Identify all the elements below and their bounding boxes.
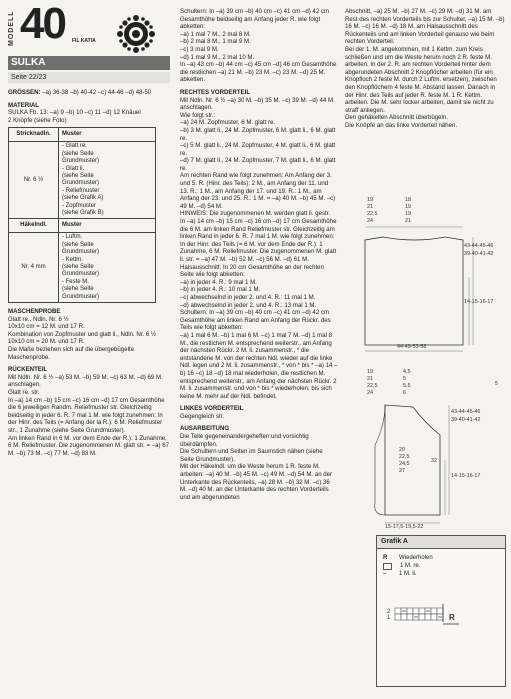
table-header: Häkelndl.: [9, 219, 59, 233]
right-front-heading: RECHTES VORDERTEIL: [180, 88, 251, 96]
table-cell: [58, 142, 155, 219]
dim-label: 19: [405, 211, 411, 217]
pattern-line: (siehe Grafik B): [61, 210, 104, 217]
shoulder-line: –a) 1 mal 7 M., 2 mal 8 M.: [180, 30, 251, 38]
table-header: Stricknadln.: [9, 128, 59, 142]
knit-symbol-icon: [383, 563, 392, 570]
chart-a-panel: [376, 535, 506, 687]
page-reference: Seite 22/23: [8, 72, 170, 83]
finishing-line: Die Schultern und Seiten im Saumstich nähen (siehe Seite Grundmuster).: [180, 448, 323, 463]
dim-label: 24: [367, 390, 373, 396]
left-front-heading: LINKES VORDERTEIL: [180, 405, 244, 413]
right-front-line: Mit Ndln. Nr. 6 ½ –a) 30 M. –b) 35 M. –c) 39 M. –d) 44 M. anschlagen.: [180, 96, 335, 112]
brand-logo-icon: [116, 14, 156, 54]
left-front-line: Gegengleich str.: [180, 412, 225, 420]
right-front-line: Halsausschnitt: In 20 cm Gesamthöhe an der rechten Seite wie folgt abketten:: [180, 263, 324, 279]
shoulder-line: Schultern: In –a) 39 cm –b) 40 cm –c) 41 cm –d) 42 cm Gesamthöhe beidseitig am Anfang jeder R. wie folgt abketten:: [180, 8, 330, 31]
pattern-line: Grundmuster): [61, 293, 99, 300]
pattern-line: - Glatt re.: [61, 143, 87, 150]
dim-label: 21: [367, 204, 373, 210]
modell-label: MODELL: [8, 10, 15, 46]
right-front-line: –a) 24 M. Zopfmuster, 6 M. glatt re.: [180, 119, 276, 127]
dim-label: 43-44-45-46: [464, 243, 494, 249]
right-front-line: In –a) 14 cm –b) 15 cm –c) 16 cm –d) 17 cm Gesamthöhe die 6 M. am linken Rand Reliefmuster str. Gleichzeitig am linken Rand in jeder 6. R. 7 mal 1 M. wie folgt zunehmen: In der Hinr. des Teils (= 6 M. vor dem Ende der R.): 1 Zunahme, 6 M. Reliefmuster. Die zugenommenen M. glatt li. str. = –a) 47 M. –b) 52 M. –c) 56 M. –d) 61 M.: [180, 218, 337, 263]
pattern-line: (siehe Seite: [61, 173, 94, 179]
header: [8, 0, 170, 48]
dim-label: 22,5: [399, 454, 410, 460]
dim-label: 20: [399, 447, 405, 453]
front-schematic: [345, 365, 505, 530]
legend-text: Wiederholen: [399, 555, 433, 561]
chart-a-title: Grafik A: [377, 536, 505, 549]
finishing-line: Die Teile gegeneinandergeheften und vorsichtig überdämpfen.: [180, 433, 309, 448]
table-header: Muster: [58, 128, 155, 142]
back-heading: RÜCKENTEIL: [8, 366, 48, 374]
dim-label: 24: [367, 218, 373, 224]
right-front-line: HINWEIS: Die zugenommenen M. werden glatt li. gestr.: [180, 210, 331, 218]
dim-label: 5,5: [403, 383, 411, 389]
pattern-line: Grundmuster): [61, 249, 99, 256]
dim-label: 39-40-41-42: [451, 417, 481, 423]
gauge-line: Kombination von Zopfmuster und glatt li., Ndln. Nr. 6 ½: [8, 330, 157, 338]
dim-label: 39-40-41-42: [464, 251, 494, 257]
material-line: 2 Knöpfe (siehe Foto): [8, 116, 67, 124]
right-front-line: –b) 3 M. glatt li., 24 M. Zopfmuster, 6 M. glatt li., 6 M. glatt re.: [180, 126, 336, 142]
dim-label: 19: [405, 204, 411, 210]
column-middle: [180, 8, 338, 501]
pattern-line: - Feste M.: [61, 278, 89, 285]
model-number: 40: [20, 0, 65, 48]
right-front-line: –d) abwechselnd in jeder 2. und 4. R.: 13 mal 1 M.: [180, 301, 317, 309]
dim-label: 22,5: [367, 211, 378, 217]
dim-label: 15-17,5-19,5-22: [385, 524, 424, 530]
dim-label: 24,5: [399, 461, 410, 467]
back-line: In –a) 14 cm –b) 15 cm –c) 16 cm –d) 17 cm Gesamthöhe die 6 jeweiligen Randm. Reliefmuster str. Gleichzeitig beidseitig in jeder 6. R. 7 mal 1 M. wie folgt zunehmen: In der Hinr. des Teils (= Anfang der la R.): 6 M. Reliefmuster str., 1 Zunahme (siehe Seite Grundmuster).: [8, 396, 165, 434]
dim-label: 19: [367, 197, 373, 203]
finishing-line: Den gehäkelten Abschnitt überbügeln.: [345, 114, 448, 122]
legend-item: [377, 554, 505, 562]
dim-label: 32: [431, 458, 437, 464]
dim-label: 21: [405, 218, 411, 224]
finishing-line: Die Knöpfe an das linke Vorderteil nähen.: [345, 121, 458, 129]
finishing-line: Abschnitt, –a) 25 M. –b) 27 M. –c) 29 M. –d) 31 M. am Rest des rechten Vorderteils bis zur Schulter, –a) 15 M. –b) 16 M. –c) 16 M. –d) 18 M. am Halsausschnitt des Rückenteils und am linken Vorderteil genauso wie beim rechten Vorderteil.: [345, 8, 505, 46]
stitch-chart: [377, 600, 503, 670]
right-front-line: –b) in jeder 4. R.: 10 mal 1 M.: [180, 286, 261, 294]
needle-table: [8, 127, 156, 303]
repeat-symbol: R: [383, 555, 388, 561]
dim-label: 14-15-16-17: [464, 299, 494, 305]
right-front-line: –d) 7 M. glatt li., 24 M. Zopfmuster, 7 M. glatt li., 6 M. glatt re.: [180, 157, 336, 172]
back-line: Glatt re. str.: [8, 389, 40, 397]
dim-label: 4,5: [403, 369, 411, 375]
row-number: 1: [387, 615, 391, 621]
legend-text: 1 M. re.: [400, 563, 421, 569]
pattern-line: (siehe Seite: [61, 241, 94, 248]
shoulder-line: In –a) 43 cm –b) 44 cm –c) 45 cm –d) 46 cm Gesamthöhe die restlichen –a) 21 M. –b) 23 M. –c) 23 M. –d) 25 M. abketten.: [180, 61, 337, 84]
gauge-line: Glatt re., Ndln. Nr. 6 ½: [8, 315, 69, 323]
row-number: 2: [387, 609, 391, 615]
right-front-line: –a) 1 mal 6 M. –b) 1 mal 6 M. –c) 1 mal 7 M. –d) 1 mal 8 M., die restlichen M. entsprechend weiterstr., am Anfang der nächsten Rückr. 2 M. li. zusammenstr., * die entstandene M. von der rechten Ndl. wieder auf die linke Ndl. legen und 2 M. li. zusammenstr., * von * bis * –a) 14 –b) 16 –c) 18 –d) 18 mal wiederholen, die restlichen M. entsprechend weiterstr., am Anfang der nächsten Rückr. 2 M. li. zusammenstr. und von * bis * wiederholen, bis sich keine M. mehr auf der Ndl. befindet.: [180, 331, 338, 400]
table-header: Muster: [58, 219, 155, 233]
finishing-line: Bei der 1. M. angekommen, mit 1 Kettm. zum Kreis schließen und um die Weste herum noch 2 R. feste M. arbeiten. In der 2. R. am rechten Vorderteil hinter dem abgerundeten Abschnitt 2 Knopflöcher arbeiten (für ein Knopfloch 2 feste M. durch 2 Luftm. ersetzen), zwischen den Knopflöchern 4 feste M. Abstand lassen. Danach in der Hinr. des Teils auf jeder R. feste M. 1 R. Kettm. arbeiten. Die M. sehr locker arbeiten, damit sie nicht zu straff anliegen.: [345, 45, 497, 114]
finishing-heading: AUSARBEITUNG: [180, 425, 230, 433]
shoulder-line: –b) 2 mal 8 M., 1 mal 9 M.: [180, 38, 251, 46]
right-front-line: Wie folgt str.:: [180, 111, 216, 119]
dim-label: 19: [367, 369, 373, 375]
column-right: [345, 8, 505, 130]
back-schematic: [345, 195, 505, 355]
pattern-line: (siehe Seite: [61, 150, 94, 157]
back-line: Am linken Rand in 6 M. vor dem Ende der R.): 1 Zunahme, 6 M. Reliefmuster. Die zugenommenen M. glatt str. = –a) 67 M. –b) 73 M. –c) 77 M. –d) 83 M.: [8, 434, 170, 457]
right-front-line: –a) in jeder 4. R.: 9 mal 1 M.: [180, 278, 257, 286]
gauge-heading: MASCHENPROBE: [8, 308, 61, 316]
pattern-line: - Luftm.: [61, 234, 83, 241]
shoulder-line: –c) 3 mal 9 M.: [180, 45, 219, 53]
dim-label: 14-15-16-17: [451, 473, 481, 479]
legend-text: 1 M. li.: [399, 571, 417, 577]
finishing-line: Mit der Häkelndl. um die Weste herum 1 R. feste M. arbeiten: –a) 40 M. –b) 45 M. –c) 49 M. –d) 54 M. an der Unterkante des Rückenteils, –a) 28 M. –b) 32 M. –c) 36 M. –d) 40 M. an der Unterkante des rechten Vorderteils und am abgerundeten: [180, 463, 333, 501]
gauge-line: 10x10 cm = 12 M. und 17 R.: [8, 323, 85, 331]
pattern-line: - Kettm.: [61, 256, 83, 263]
legend-item: [377, 562, 505, 570]
table-cell: Nr. 4 mm: [9, 233, 59, 303]
brand-label: FIL KATIA: [72, 38, 96, 44]
dim-label: 5: [495, 381, 498, 387]
material-heading: MATERIAL: [8, 101, 40, 109]
legend-item: [377, 570, 505, 578]
pattern-line: Grundmuster): [61, 180, 99, 187]
dim-label: 6: [403, 390, 406, 396]
back-line: Mit Ndln. Nr. 6 ½ –a) 53 M. –b) 59 M. –c) 63 M. –d) 69 M. anschlagen.: [8, 373, 163, 389]
sizes-label: GRÖSSEN:: [8, 89, 41, 96]
right-front-line: –c) 5 M. glatt li., 24 M. Zopfmuster, 4 M. glatt li., 6 M. glatt re.: [180, 142, 336, 157]
sizes-block: [8, 89, 170, 97]
dim-label: 44-49-53-58: [397, 344, 427, 350]
pattern-line: (siehe Seite: [61, 286, 94, 293]
pattern-line: Grundmuster): [61, 158, 99, 165]
gauge-line: 10x10 cm = 20 M. und 17 R.: [8, 338, 85, 346]
right-front-line: –c) abwechselnd in jeder 2. und 4. R.: 11 mal 1 M.: [180, 293, 316, 301]
pattern-title: SULKA: [8, 56, 170, 70]
sizes-text: –a) 36-38 –b) 40-42 –c) 44-46 –d) 48-50: [42, 89, 152, 96]
dim-label: 5: [403, 376, 406, 382]
pattern-line: (siehe Seite: [61, 264, 94, 271]
table-cell: [58, 233, 155, 303]
shoulder-line: –d) 1 mal 9 M., 2 mal 10 M.: [180, 53, 255, 61]
dim-label: 21: [367, 376, 373, 382]
right-front-line: Schultern: In –a) 39 cm –b) 40 cm –c) 41 cm –d) 42 cm Gesamthöhe am linken Rand am Anfang der Rückr. des Teils wie folgt abketten:: [180, 309, 331, 332]
table-cell: Nr. 6 ½: [9, 142, 59, 219]
dim-label: 22,5: [367, 383, 378, 389]
purl-symbol-icon: –: [383, 571, 387, 577]
pattern-line: (siehe Grafik A): [61, 195, 104, 202]
dim-label: 18: [405, 197, 411, 203]
material-line: SULKA Fb. 13: –a) 9 –b) 10 –c) 11 –d) 12 Knäuel: [8, 109, 141, 117]
right-front-line: Am rechten Rand wie folgt zunehmen: Am Anfang der 3. und 5. R. (Hinr. des Teils): 2 M., am Anfang der 11. und 13. R.: 1 M., am Anfang der 17. und 19. R.: 1 M., am Anfang der 23. und 25. R.: 1 M. = –a) 40 M. –b) 45 M. –c) 49 M. –d) 54 M.: [180, 172, 336, 210]
column-left: [8, 0, 170, 457]
pattern-line: Grundmuster): [61, 271, 99, 278]
dim-label: 43-44-45-46: [451, 409, 481, 415]
dim-label: 27: [399, 468, 405, 474]
pattern-line: - Zopfmuster: [61, 202, 96, 209]
gauge-line: Die Maße beziehen sich auf die übergebügelte Maschenprobe.: [8, 346, 135, 361]
repeat-marker: R: [449, 613, 455, 622]
pattern-line: - Glatt li.: [61, 165, 85, 172]
pattern-line: - Reliefmuster: [61, 187, 100, 194]
